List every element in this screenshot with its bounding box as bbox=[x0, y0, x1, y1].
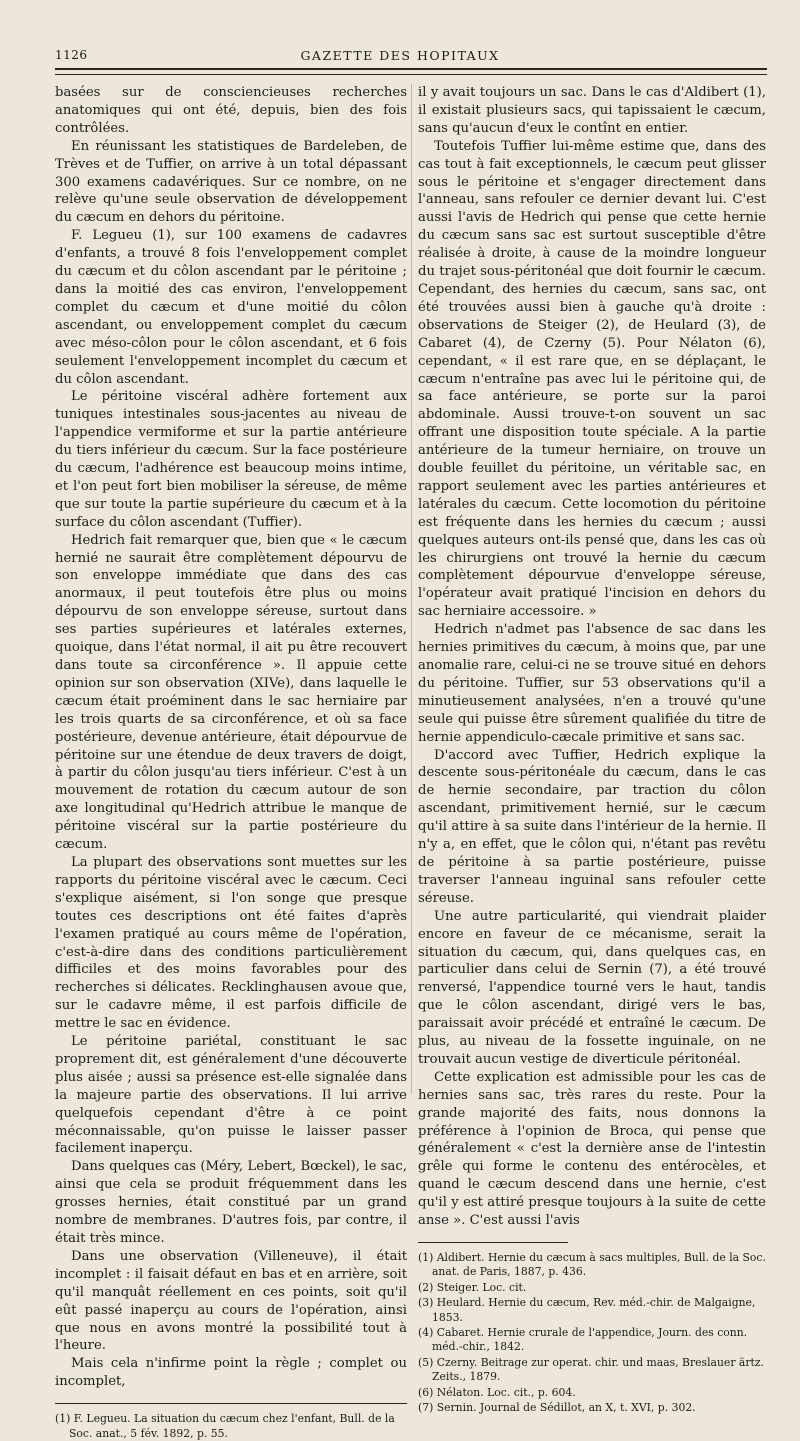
paragraph: Toutefois Tuffier lui-même estime que, dans des cas tout à fait exceptionnels, le cæcum peut glisser sous le péritoine et s'engager directement dans l'anneau, sans refouler ce dernier devant lui. C'est aussi l'avis de Hedrich qui pense que cette hernie du cæcum sans sac est surtout susceptible d'être réalisée à droite, à cause de la moindre longueur du trajet sous-péritonéal que doit fournir le cæcum. Cependant, des hernies du cæcum, sans sac, ont été trouvées aussi bien à gauche qu'à droite : observations de Steiger (2), de Heulard (3), de Cabaret (4), de Czerny (5). Pour Nélaton (6), cependant, « il est rare que, en se déplaçant, le cæcum n'entraîne pas avec lui le péritoine qui, de sa face antérieure, se porte sur la paroi abdominale. Aussi trouve-t-on souvent un sac offrant une disposition toute spéciale. A la partie antérieure de la tumeur herniaire, on trouve un double feuillet du péritoine, un véritable sac, en rapport seulement avec les parties antérieures et latérales du cæcum. Cette locomotion du péritoine est fréquente dans les hernies du cæcum ; aussi quelques auteurs ont-ils pensé que, dans les cas où les chirurgiens ont trouvé la hernie du cæcum complètement dépourvue d'enveloppe séreuse, l'opérateur avait pratiqué l'incision en dehors du sac herniaire accessoire. » bbox=[418, 138, 766, 620]
paragraph: Hedrich n'admet pas l'absence de sac dans les hernies primitives du cæcum, à moins que, par une anomalie rare, celui-ci ne se trouve situé en dehors du péritoine. Tuffier, sur 53 observations qu'il a minutieusement analysées, n'en a trouvé qu'une seule qui puisse être sûrement qualifiée du titre de hernie appendiculo-cæcale primitive et sans sac. bbox=[418, 622, 766, 745]
paragraph: Dans une observation (Villeneuve), il était incomplet : il faisait défaut en bas et en arrière, soit qu'il manquât réellement en ces points, soit qu'il eût passé inaperçu au cours de l'opération, ainsi que nous en avons montré la possibilité tout à l'heure. bbox=[55, 1248, 407, 1354]
footnote-rule bbox=[55, 1403, 407, 1404]
footnotes bbox=[55, 1412, 407, 1441]
paragraph: Hedrich fait remarquer que, bien que « le cæcum hernié ne saurait être complètement dépourvu de son enveloppe immédiate que dans des cas anormaux, il peut toutefois être plus ou moins dépourvu de son enveloppe séreuse, surtout dans ses parties supérieures et latérales externes, quoique, dans l'état normal, il ait pu être recouvert dans toute sa circonférence ». Il appuie cette opinion sur son observation (XIVe), dans laquelle le cæcum était proéminent dans le sac herniaire par les trois quarts de sa circonférence, et où sa face postérieure, devenue antérieure, était dépourvue de péritoine sur une étendue de deux travers de doigt, à partir du côlon jusqu'au tiers inférieur. C'est à un mouvement de rotation du cæcum autour de son axe longitudinal qu'Hedrich attribue le manque de péritoine viscéral sur la partie postérieure du cæcum. bbox=[55, 532, 407, 853]
header-rule-thin bbox=[55, 74, 767, 75]
paragraph: Une autre particularité, qui viendrait plaider encore en faveur de ce mécanisme, serait la situation du cæcum, qui, dans quelques cas, en particulier dans celui de Sernin (7), a été trouvé renversé, l'appendice tourné vers le haut, tandis que le côlon ascendant, dirigé vers le bas, paraissait avoir précédé et entraîné le cæcum. De plus, au niveau de la fossette inguinale, on ne trouvait aucun vestige de diverticule péritonéal. bbox=[418, 908, 766, 1067]
paragraph: Dans quelques cas (Méry, Lebert, Bœckel), le sac, ainsi que cela se produit fréquemment dans les grosses hernies, était constitué par un grand nombre de membranes. D'autres fois, par contre, il était très mince. bbox=[55, 1159, 407, 1246]
footnote: (1) F. Legueu. La situation du cæcum chez l'enfant, Bull. de la Soc. anat., 5 fév. 1892, p. 55. bbox=[55, 1412, 395, 1440]
page-number: 1126 bbox=[55, 48, 88, 62]
paragraph: F. Legueu (1), sur 100 examens de cadavres d'enfants, a trouvé 8 fois l'enveloppement complet du cæcum et du côlon ascendant par le péritoine ; dans la moitié des cas environ, l'enveloppement complet du cæcum et d'une moitié du côlon ascendant, ou enveloppement complet du cæcum avec méso-côlon pour le côlon ascendant, et 6 fois seulement l'enveloppement incomplet du cæcum et du côlon ascendant. bbox=[55, 228, 407, 387]
header-rule-thick bbox=[55, 68, 767, 70]
running-title: GAZETTE DES HOPITAUX bbox=[300, 48, 500, 63]
paragraph: Cette explication est admissible pour les cas de hernies sans sac, très rares du reste. Pour la grande majorité des faits, nous donnons la préférence à l'opinion de Broca, qui pense que généralement « c'est la dernière anse de l'intestin grêle qui forme le contenu des entérocèles, et quand le cæcum descend dans une hernie, c'est qu'il y est attiré presque toujours à la suite de cette anse ». C'est aussi l'avis bbox=[418, 1069, 766, 1229]
paragraph: il y avait toujours un sac. Dans le cas d'Aldibert (1), il existait plusieurs sacs, qui tapissaient le cæcum, sans qu'aucun d'eux le contînt en entier. bbox=[418, 85, 766, 136]
footnote: (4) Cabaret. Hernie crurale de l'appendice, Journ. des conn. méd.-chir., 1842. bbox=[418, 1326, 748, 1354]
footnote-rule bbox=[418, 1242, 568, 1243]
paragraph: Le péritoine pariétal, constituant le sac proprement dit, est généralement d'une découverte plus aisée ; aussi sa présence est-elle signalée dans la majeure partie des observations. Il lui arrive quelquefois cependant d'être à ce point méconnaissable, qu'on puisse le laisser passer facilement inaperçu. bbox=[55, 1034, 407, 1157]
paragraph: En réunissant les statistiques de Bardeleben, de Trèves et de Tuffier, on arrive à un total dépassant 300 examens cadavériques. Sur ce nombre, on ne relève qu'une seule observation de développement du cæcum en dehors du péritoine. bbox=[55, 138, 407, 226]
footnotes bbox=[418, 1251, 766, 1415]
paragraph: La plupart des observations sont muettes sur les rapports du péritoine viscéral avec le cæcum. Ceci s'explique aisément, si l'on songe que presque toutes ces descriptions ont été faites d'après l'examen pratiqué au cours même de l'opération, c'est-à-dire dans des conditions particulièrement difficiles et des moins favorables pour des recherches si délicates. Recklinghausen avoue que, sur le cadavre même, il est parfois difficile de mettre le sac en évidence. bbox=[55, 854, 407, 1032]
footnote: (6) Nélaton. Loc. cit., p. 604. bbox=[418, 1385, 576, 1399]
paragraph: basées sur de consciencieuses recherches anatomiques qui ont été, depuis, bien des fois contrôlées. bbox=[55, 85, 407, 136]
footnote: (2) Steiger. Loc. cit. bbox=[418, 1280, 527, 1294]
paragraph: Mais cela n'infirme point la règle ; complet ou incomplet, bbox=[55, 1356, 407, 1390]
left-column bbox=[55, 84, 407, 1440]
footnote: (1) Aldibert. Hernie du cæcum à sacs multiples, Bull. de la Soc. anat. de Paris, 1887, p. 436. bbox=[418, 1251, 766, 1279]
right-column bbox=[418, 84, 766, 1416]
column-divider bbox=[411, 84, 412, 1094]
footnote: (5) Czerny. Beitrage zur operat. chir. und maas, Breslauer ärtz. Zeits., 1879. bbox=[418, 1355, 764, 1384]
paragraph: D'accord avec Tuffier, Hedrich explique la descente sous-péritonéale du cæcum, dans le cas de hernie secondaire, par traction du côlon ascendant, primitivement hernié, sur le cæcum qu'il attire à sa suite dans l'intérieur de la hernie. Il n'y a, en effet, que le côlon qui, n'étant pas revêtu de péritoine à sa partie postérieure, puisse traverser l'anneau inguinal sans refouler cette séreuse. bbox=[418, 747, 766, 906]
footnote: (3) Heulard. Hernie du cæcum, Rev. méd.-chir. de Malgaigne, 1853. bbox=[418, 1296, 756, 1324]
paragraph: Le péritoine viscéral adhère fortement aux tuniques intestinales sous-jacentes au niveau de l'appendice vermiforme et sur la partie antérieure du tiers inférieur du cæcum. Sur la face postérieure du cæcum, l'adhérence est beaucoup moins intime, et l'on peut fort bien mobiliser la séreuse, de même que sur toute la partie supérieure du cæcum et à la surface du côlon ascendant (Tuffier). bbox=[55, 389, 407, 530]
footnote: (7) Sernin. Journal de Sédillot, an X, t. XVI, p. 302. bbox=[418, 1401, 696, 1415]
